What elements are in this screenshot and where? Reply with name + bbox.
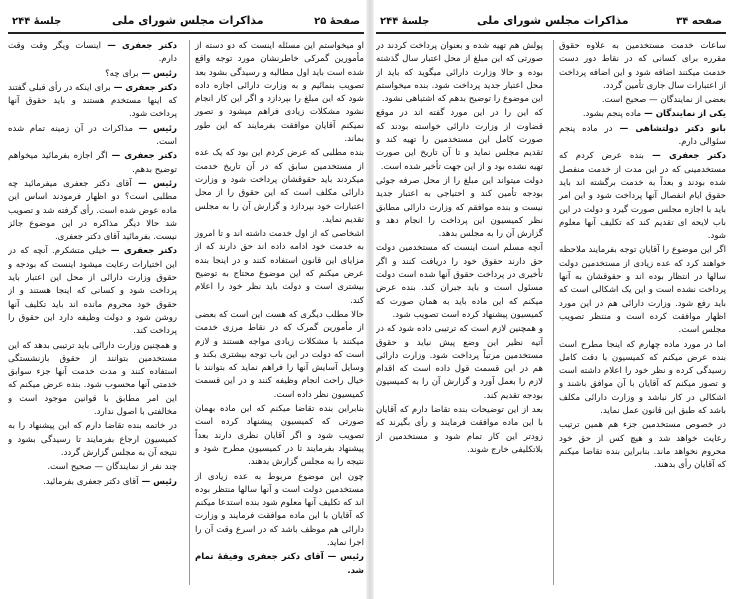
paragraph xyxy=(8,420,177,460)
speaker-name: رئیس — xyxy=(138,68,177,79)
paragraph-text: بنده عرض کردم که مستخدمینی که در این مدت از خدمت منفصل شده بودند و بعداً به خدمت برگشته اند باید حقوق ایام انفصال آنها پرداخت شود و این امر باید با اجازه مجلس صورت گیرد و دولت در این باب لایحه ای تقدیم کند که تکلیف آنها معلوم شود. xyxy=(559,151,726,242)
paragraph xyxy=(559,419,726,472)
paragraph xyxy=(559,108,726,121)
paragraph-text: او میخواستم این مسئله اینست که دو دسته از مأمورین گمرکی خاطرنشان مورد توجه واقع شده است باید اول مطالبه و رسیدگی بشود بعد تصویب بنمائیم و به وزارت دارائی اجازه داده شود که این مبلغ را بپردازد و اگر این کار انجام نشود مشکلات زیادی فراهم میشود و تصور نمیکنم آقایان موافقت بفرمایند که این طور بماند. xyxy=(195,41,364,145)
paragraph xyxy=(559,40,726,93)
speaker-name: دکتر جعفری — xyxy=(643,151,726,162)
paragraph xyxy=(195,403,364,469)
paragraph xyxy=(376,107,543,173)
paragraph-text: حالا مطلب دیگری که هست این است که بعضی از مأمورین گمرک که در نقاط مرزی خدمت میکنند با مشکلات زیادی مواجه هستند و لازم است که دولت در این باب توجه بیشتری بکند و وسایل آسایش آنها را فراهم نماید که بتوانند با خیال راحت انجام وظیفه کنند و در این قسمت کمیسیون نظر داده است. xyxy=(195,309,364,400)
paragraph xyxy=(8,476,177,489)
paragraph-text: خیلی متشکرم. آنچه که در این اختیارات رعایت میشود اینست که بودجه و حقوق وزارت دارائی از محل این اعتبار باید پرداخت شود و کسانی که اینجا هستند و از حقوق خود محروم مانده اند باید تکلیف آنها روشن شود و دولت وظیفه دارد این حقوق را پرداخت کند. xyxy=(8,246,177,337)
paragraph-text: که این را در این مورد گفته اند در موقع قضاوت از وزارت دارائی خواسته بودند که صورت کامل این مستخدمین را تهیه کند و تقدیم مجلس نماید و تا آن تاریخ این صورت تهیه نشده بود و از این جهت تأخیر شده است. xyxy=(376,108,543,172)
paragraph-text: بعد از این توضیحات بنده تقاضا دارم که آقایان با این ماده موافقت فرمایند و رأی بگیرند که زودتر این کار تمام شود و مستخدمین از بلاتکلیفی خارج شوند. xyxy=(376,405,543,455)
left-page-column-left xyxy=(8,40,179,585)
paragraph-text: ساعات خدمت مستخدمین به علاوه حقوق مقرره برای کسانی که در نقاط دور دست خدمت میکنند اضافه شود و این اضافه پرداخت از اعتبارات سال جاری تأمین گردد. xyxy=(559,41,726,91)
paragraph xyxy=(8,150,177,177)
paragraph xyxy=(8,178,177,244)
paragraph xyxy=(8,123,177,150)
paragraph xyxy=(376,323,543,403)
paragraph xyxy=(559,94,726,107)
paragraph-text: اگر اجازه بفرمائید میخواهم توضیح بدهم. xyxy=(8,151,177,175)
paragraph xyxy=(195,228,364,308)
closing-line: رئیس — آقای دکتر جعفری وفیقهٔ تمام شد. xyxy=(195,552,364,576)
paragraph-text: برای اینکه در رأی قبلی گفتند که اینها مستخدم هستند و باید حقوق آنها پرداخت شود. xyxy=(8,82,177,120)
speaker-name: یکی از نمایندگان — xyxy=(641,109,726,120)
paragraph xyxy=(195,309,364,402)
left-page-header xyxy=(8,14,364,34)
paragraph-text: آقای دکتر جعفری بفرمائید. xyxy=(43,476,139,487)
paragraph-text: چون این موضوع مربوط به عده زیادی از مستخدمین دولت است و آنها سالها منتظر بوده اند که تکلیف آنها معلوم شود بنده استدعا میکنم که آقایان با این ماده موافقت فرمایند و وزارت دارائی هم موظف باشد که در اسرع وقت آن را اجرا نماید. xyxy=(195,471,364,548)
right-page-column-left xyxy=(376,40,543,585)
speaker-name: دکتر جعفری — xyxy=(107,151,177,162)
paragraph-text: و همچنین وزارت دارائی باید ترتیبی بدهد که این مستخدمین بتوانند از حقوق بازنشستگی استفاده کنند و مدت خدمت آنها جزء سوابق خدمتی آنها محسوب شود. بنده عرض میکنم که این امر مطابق با قوانین موجود است و مخالفتی با اصول ندارد. xyxy=(8,340,177,418)
paragraph-text: اینسات ویگر وقت وقت دارم. xyxy=(8,41,177,65)
paragraph xyxy=(8,40,177,67)
right-page-column-right xyxy=(553,40,726,585)
paragraph-text: برای چه؟ xyxy=(105,68,139,79)
left-page xyxy=(8,14,364,589)
book-gutter xyxy=(366,0,374,599)
paragraph-text: پولش هم تهیه شده و بعنوان پرداخت کردند در صورتی که این مبلغ از محل اعتبار سال گذشته بوده و حالا وزارت دارائی میگوید که باید از محل اعتبار جدید پرداخت شود. بنده میخواستم این موضوع را توضیح بدهم که اشتباهی نشود. xyxy=(376,41,543,105)
left-page-title: مذاکرات مجلس شورای ملی xyxy=(111,14,264,27)
paragraph xyxy=(195,147,364,227)
right-page-number: صفحه ۳۴ xyxy=(676,16,722,27)
paragraph xyxy=(559,339,726,419)
right-page-title: مذاکرات مجلس شورای ملی xyxy=(476,14,629,27)
paragraph-text: بنابراین بنده تقاضا میکنم که این ماده بهمان صورتی که کمیسیون پیشنهاد کرده است تصویب شود و اگر آقایان نظری دارند بعداً پیشنهاد بفرمایند تا در کمیسیون مطرح شود و نتیجه را به مجلس گزارش بدهند. xyxy=(195,404,364,468)
paragraph-text: ماده پنجم بشود. xyxy=(582,109,642,120)
paragraph xyxy=(8,245,177,338)
speaker-name: بانو دکتر دولتشاهی — xyxy=(612,123,726,134)
paragraph-text: در خصوص مستخدمین جزء هم همین ترتیب رعایت خواهد شد و هیچ کس از حق خود محروم نخواهد ماند. بنابراین بنده تقاضا میکنم که آقایان رأی بدهند. xyxy=(559,420,726,471)
paragraph-text: آنچه مسلم است اینست که مستخدمین دولت حق دارند حقوق خود را دریافت کنند و اگر تأخیری در پرداخت حقوق آنها شده است دولت مسئول است و باید جبران کند. بنده عرض میکنم که این ماده باید به همان صورت که کمیسیون پیشنهاد کرده است تصویب شود. xyxy=(376,243,543,320)
paragraph xyxy=(559,244,726,337)
paragraph xyxy=(376,40,543,106)
paragraph-text: آقای دکتر جعفری میفرمائید چه مطلبی است؟ دو اظهار فرمودند اساس این ماده عوض شده است. رأی گرفته شد و تصویب شد حالا دیگر مذاکره در این موضوع جائز نیست. بفرمائید آقای دکتر جعفری. xyxy=(8,178,177,243)
paragraph-text: اما در مورد ماده چهارم که اینجا مطرح است بنده عرض میکنم که کمیسیون با دقت کامل رسیدگی کرده و نظر خود را اعلام داشته است و تصور میکنم که آقایان با آن موافق باشند و اشکالی در کار نباشد و وزارت دارائی مکلف باشد که طبق این قانون عمل نماید. xyxy=(559,339,726,417)
speaker-name: رئیس — xyxy=(131,178,177,189)
paragraph xyxy=(195,471,364,551)
paragraph xyxy=(195,40,364,146)
paragraph-text: و همچنین لازم است که ترتیبی داده شود که در آتیه نظیر این وضع پیش نیاید و حقوق مستخدمین مرتباً پرداخت شود. وزارت دارائی هم در این قسمت قول داده است که اقدام لازم را بعمل آورد و گزارش آن را به کمیسیون بودجه تقدیم کند. xyxy=(376,324,543,401)
left-page-session: جلسهٔ ۲۴۴ xyxy=(12,16,62,27)
left-page-number: صفحهٔ ۲۵ xyxy=(314,16,360,27)
paragraph xyxy=(559,150,726,243)
paragraph-text: در خاتمه بنده تقاضا دارم که این پیشنهاد را به کمیسیون ارجاع بفرمایند تا رسیدگی بشود و نتیجه آن به مجلس گزارش گردد. xyxy=(8,421,177,458)
paragraph xyxy=(8,82,177,122)
paragraph-text: بنده مطلبی که عرض کردم این بود که یک عده از مستخدمین سابق که در آن تاریخ خدمت میکردند باید حقوقشان پرداخت شود و وزارت دارائی مکلف است که این حقوق را از محل اعتبارات خود بپردازد و گزارش آن را به مجلس تقدیم نماید. xyxy=(195,148,364,225)
speaker-name: رئیس — xyxy=(138,476,177,487)
right-page-session: جلسهٔ ۲۴۴ xyxy=(380,16,430,27)
speaker-name: رئیس — xyxy=(133,123,177,134)
paragraph xyxy=(376,242,543,322)
paragraph-text: چند نفر از نمایندگان — صحیح است. xyxy=(47,462,177,473)
right-page xyxy=(376,14,726,589)
paragraph-text: دولت میتواند این مبلغ را از محل صرفه جوئی بودجه تأمین کند و احتیاجی به اعتبار جدید نیست و بنده موافقم که وزارت دارائی مطابق نظر کمیسیون این پرداخت را انجام دهد و گزارش آن را به مجلس بدهد. xyxy=(376,175,543,240)
left-page-column-right xyxy=(189,40,364,585)
paragraph xyxy=(8,461,177,474)
speaker-name: دکتر جعفری — xyxy=(101,41,177,51)
speaker-name: دکتر جعفری — xyxy=(110,82,177,93)
paragraph-text: مذاکرات در آن زمینه تمام شده است. xyxy=(8,123,177,148)
paragraph xyxy=(8,340,177,420)
paragraph-text: اگر این موضوع را آقایان توجه بفرمایند ملاحظه خواهند کرد که عده زیادی از مستخدمین دولت سالها در انتظار بوده اند و حقوقشان به آنها پرداخت نشده است و این یک اشکالی است که باید رفع شود. وزارت دارائی هم در این مورد اظهار موافقت کرده است و منتظر تصویب مجلس است. xyxy=(559,245,726,336)
paragraph-text: بعضی از نمایندگان — صحیح است. xyxy=(601,95,726,106)
speaker-name: دکتر جعفری — xyxy=(106,246,177,257)
paragraph-text: در ماده پنجم سئوالی دارم. xyxy=(559,123,726,148)
right-page-header xyxy=(376,14,726,34)
paragraph-text: اشخاصی که از اول خدمت داشته اند و تا امروز به خدمت خود ادامه داده اند حق دارند که از مزایای این قانون استفاده کنند و در اینجا بنده عرض میکنم که این موضوع محتاج به توضیح بیشتری است و دولت باید نظر خود را اعلام کند. xyxy=(195,229,364,306)
paragraph xyxy=(376,175,543,241)
paragraph xyxy=(376,404,543,457)
paragraph xyxy=(8,68,177,81)
paragraph xyxy=(559,123,726,150)
